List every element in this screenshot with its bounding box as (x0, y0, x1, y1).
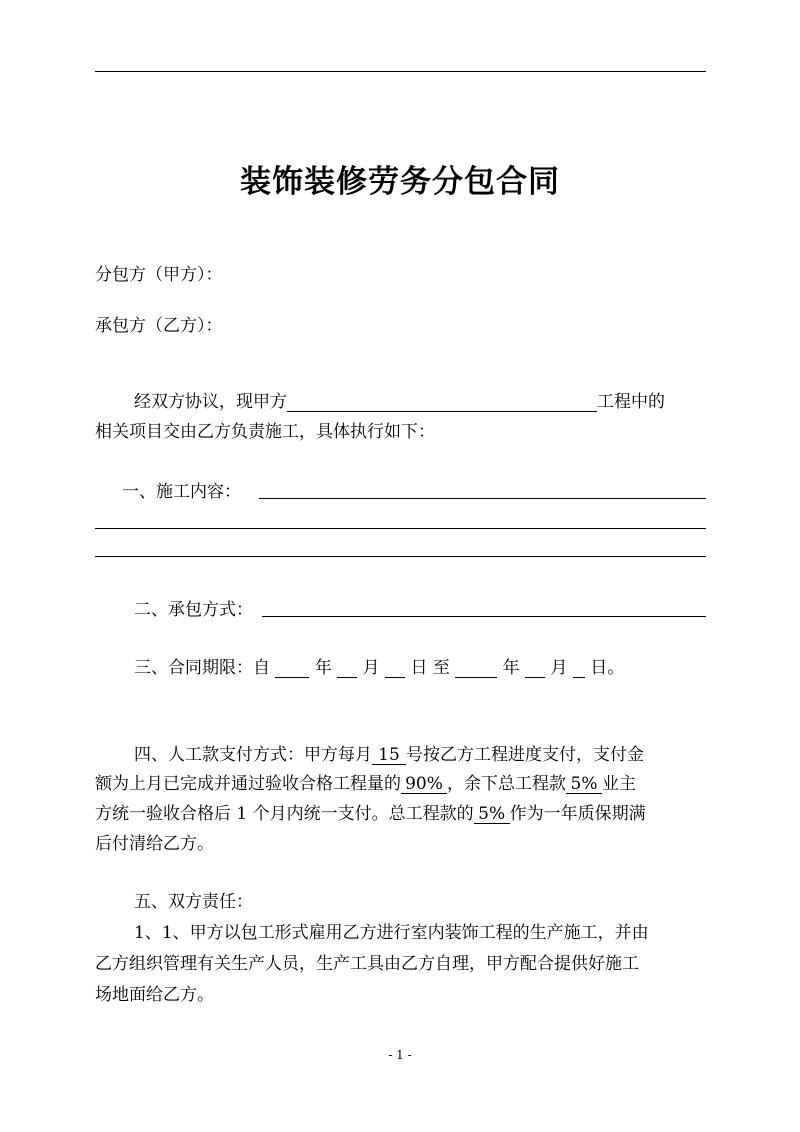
intro-line-1 (134, 391, 665, 413)
section4-text-1a: 四、人工款支付方式：甲方每月 (134, 745, 372, 765)
start-month-label: 月 (362, 658, 380, 678)
section4-text-2b: ，余下总工程款 (447, 774, 566, 794)
section1-blank-line-1[interactable] (259, 498, 706, 499)
start-year-label: 年 (314, 658, 332, 678)
end-year-label: 年 (502, 658, 520, 678)
section2-blank-line[interactable] (262, 616, 706, 617)
party-a-label: 分包方（甲方）： (95, 265, 223, 285)
start-day-label: 日 (410, 658, 428, 678)
section4-line-4: 后付清给乙方。 (95, 834, 214, 854)
end-month-label: 月 (550, 658, 568, 678)
remaining-percent-value: 5% (566, 775, 602, 794)
section4-line-1 (134, 744, 644, 766)
section4-text-3a: 方统一验收合格后 1 个月内统一支付。总工程款的 (95, 804, 474, 824)
intro-line-2: 相关项目交由乙方负责施工，具体执行如下： (95, 422, 435, 442)
pay-day-value: 15 (372, 746, 406, 765)
section2-label: 二、承包方式： (134, 600, 253, 620)
section5-line-1: 1、1、甲方以包工形式雇用乙方进行室内装饰工程的生产施工，并由 (134, 923, 649, 943)
document-title: 装饰装修劳务分包合同 (240, 164, 560, 200)
section4-text-3b: 作为一年质保期满 (509, 804, 646, 824)
section5-line-3: 场地面给乙方。 (95, 985, 214, 1005)
section3-line (134, 657, 624, 679)
section3-label: 三、合同期限：自 (134, 658, 270, 678)
section4-text-1b: 号按乙方工程进度支付，支付金 (406, 745, 644, 765)
start-day-blank[interactable] (385, 659, 405, 678)
header-rule (95, 71, 706, 72)
section1-blank-line-2[interactable] (95, 528, 706, 529)
section4-line-3 (95, 803, 646, 825)
end-day-label: 日。 (590, 658, 625, 678)
section4-text-2a: 额为上月已完成并通过验收合格工程量的 (95, 774, 401, 794)
start-month-blank[interactable] (337, 659, 357, 678)
section5-label: 五、双方责任： (134, 892, 253, 912)
intro-text-start: 经双方协议，现甲方 (134, 392, 287, 412)
section1-label: 一、施工内容： (122, 482, 241, 502)
end-year-blank[interactable] (455, 659, 497, 678)
section5-line-2: 乙方组织管理有关生产人员，生产工具由乙方自理，甲方配合提供好施工 (95, 954, 639, 974)
project-name-blank[interactable] (287, 393, 597, 412)
paid-percent-value: 90% (401, 775, 447, 794)
to-label: 至 (432, 658, 450, 678)
start-year-blank[interactable] (275, 659, 309, 678)
page-number: - 1 - (388, 1048, 412, 1062)
warranty-percent-value: 5% (474, 805, 510, 824)
intro-text-end: 工程中的 (597, 392, 665, 412)
end-month-blank[interactable] (525, 659, 545, 678)
section4-text-2c: 业主 (602, 774, 636, 794)
party-b-label: 承包方（乙方）： (95, 316, 223, 336)
section4-line-2 (95, 773, 636, 795)
section1-blank-line-3[interactable] (95, 556, 706, 557)
end-day-blank[interactable] (573, 659, 585, 678)
